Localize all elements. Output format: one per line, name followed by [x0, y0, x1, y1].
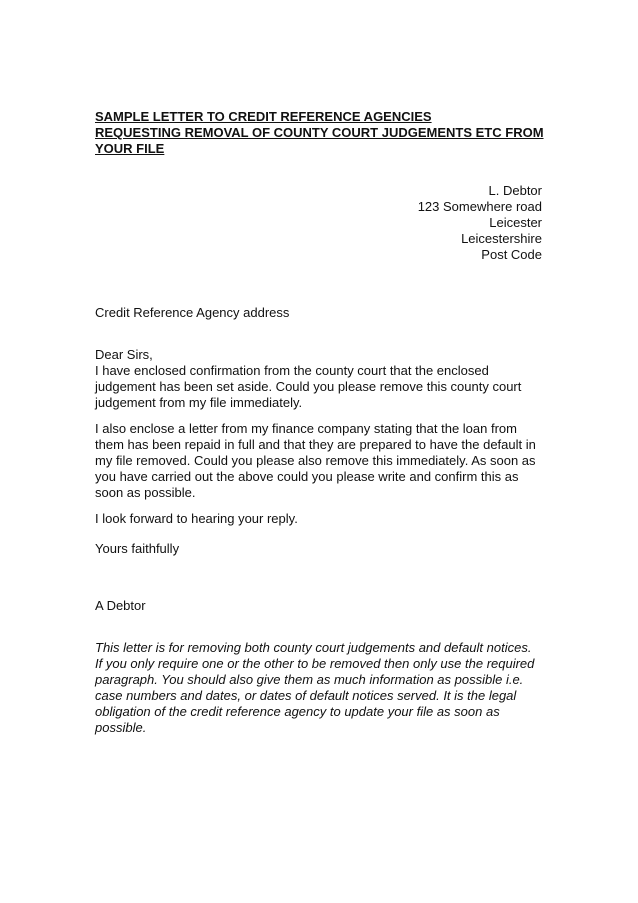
sender-name: L. Debtor: [488, 183, 542, 198]
note-line: obligation of the credit reference agency to update your file as soon as: [95, 704, 500, 719]
letter-title: [95, 109, 555, 157]
sender-county: Leicestershire: [461, 231, 542, 246]
third-paragraph: [95, 511, 555, 527]
closing-line: Yours faithfully: [95, 541, 180, 556]
closing: [95, 541, 555, 557]
paragraph-line: soon as possible.: [95, 485, 196, 500]
note-line: paragraph. You should also give them as much information as possible i.e.: [95, 672, 524, 687]
title-line: REQUESTING REMOVAL OF COUNTY COURT JUDGEMENTS ETC FROM: [95, 125, 544, 140]
sender-postcode: Post Code: [481, 247, 542, 262]
paragraph-line: you have carried out the above could you please write and confirm this as: [95, 469, 519, 484]
paragraph-line: my file removed. Could you please also remove this immediately. As soon as: [95, 453, 536, 468]
paragraph-line: judgement has been set aside. Could you please remove this county court: [95, 379, 522, 394]
opening-paragraph: [95, 347, 555, 411]
second-paragraph: [95, 421, 555, 501]
signature: [95, 598, 555, 614]
title-line: YOUR FILE: [95, 141, 165, 156]
recipient-address-line: Credit Reference Agency address: [95, 305, 290, 320]
sender-city: Leicester: [489, 215, 542, 230]
paragraph-line: I have enclosed confirmation from the county court that the enclosed: [95, 363, 489, 378]
instruction-note: [95, 640, 555, 736]
sender-address: [418, 183, 542, 263]
recipient-address: [95, 305, 555, 321]
title-line: SAMPLE LETTER TO CREDIT REFERENCE AGENCIES: [95, 109, 432, 124]
note-line: This letter is for removing both county court judgements and default notices.: [95, 640, 532, 655]
paragraph-line: I also enclose a letter from my finance company stating that the loan from: [95, 421, 517, 436]
paragraph-line: I look forward to hearing your reply.: [95, 511, 298, 526]
paragraph-line: judgement from my file immediately.: [95, 395, 303, 410]
signature-name: A Debtor: [95, 598, 146, 613]
note-line: If you only require one or the other to be removed then only use the required: [95, 656, 535, 671]
note-line: possible.: [95, 720, 147, 735]
paragraph-line: them has been repaid in full and that they are prepared to have the default in: [95, 437, 536, 452]
salutation: Dear Sirs,: [95, 347, 153, 362]
sender-street: 123 Somewhere road: [417, 199, 542, 214]
note-line: case numbers and dates, or dates of default notices served. It is the legal: [95, 688, 517, 703]
